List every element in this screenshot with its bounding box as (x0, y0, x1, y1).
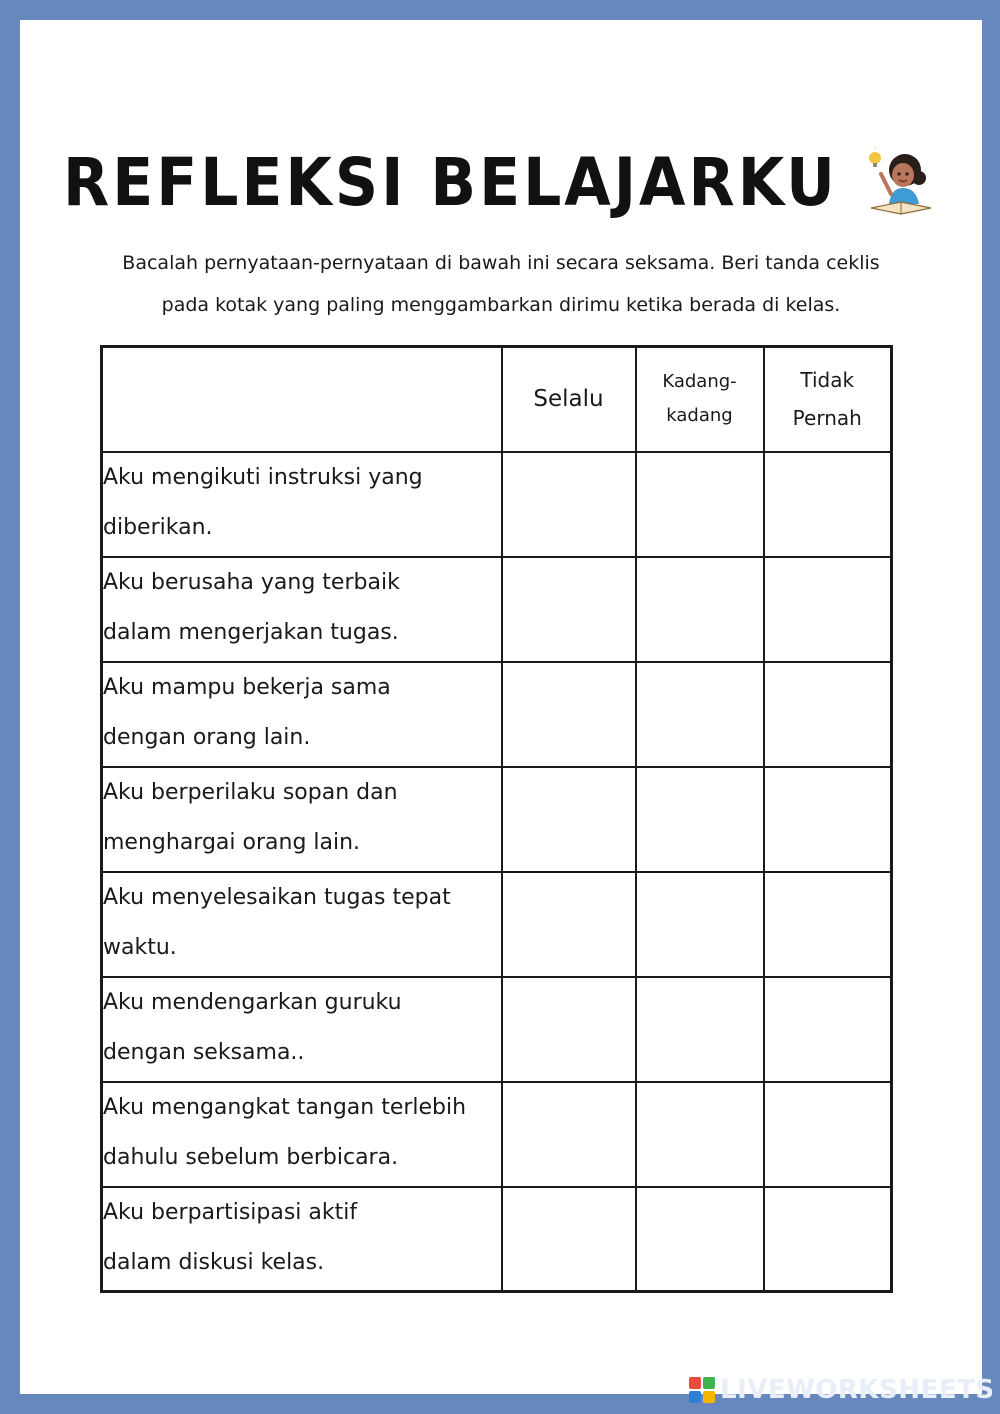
statement-cell (102, 662, 502, 767)
reflection-table (100, 345, 893, 1293)
check-box-kadang-kadang[interactable] (636, 662, 764, 767)
table-row (102, 452, 892, 557)
check-box-kadang-kadang[interactable] (636, 557, 764, 662)
statement-cell (102, 767, 502, 872)
table-row (102, 977, 892, 1082)
check-box-selalu[interactable] (502, 767, 636, 872)
header-kadang-line-2: kadang (666, 405, 733, 427)
instructions-line-2: pada kotak yang paling menggambarkan dirimu ketika berada di kelas. (161, 294, 841, 316)
statement-line-1: Aku berperilaku sopan dan (103, 779, 398, 805)
statement-line-2: dengan orang lain. (103, 724, 311, 750)
instructions-line-1: Bacalah pernyataan-pernyataan di bawah ini secara seksama. Beri tanda ceklis (122, 252, 880, 274)
header-tidak-line-1: Tidak (800, 368, 855, 393)
watermark-text: LIVEWORKSHEETS (720, 1375, 995, 1405)
statement-line-1: Aku berusaha yang terbaik (103, 569, 400, 595)
table-row (102, 1187, 892, 1292)
statement-cell (102, 452, 502, 557)
statement-line-1: Aku mendengarkan guruku (103, 989, 402, 1015)
check-box-tidak-pernah[interactable] (764, 1187, 892, 1292)
statement-cell (102, 977, 502, 1082)
table-row (102, 1082, 892, 1187)
statement-cell (102, 557, 502, 662)
statement-line-2: dengan seksama.. (103, 1039, 305, 1065)
worksheet (20, 20, 982, 1394)
statement-line-2: menghargai orang lain. (103, 829, 361, 855)
check-box-tidak-pernah[interactable] (764, 977, 892, 1082)
table-row (102, 557, 892, 662)
header-selalu: Selalu (502, 347, 636, 452)
statement-cell (102, 1187, 502, 1292)
statement-line-2: waktu. (103, 934, 177, 960)
liveworksheets-logo-icon (688, 1376, 716, 1404)
statement-line-1: Aku mengikuti instruksi yang (103, 464, 423, 490)
check-box-kadang-kadang[interactable] (636, 872, 764, 977)
check-box-selalu[interactable] (502, 872, 636, 977)
check-box-selalu[interactable] (502, 1187, 636, 1292)
check-box-selalu[interactable] (502, 557, 636, 662)
statement-line-1: Aku menyelesaikan tugas tepat (103, 884, 451, 910)
check-box-tidak-pernah[interactable] (764, 452, 892, 557)
statement-cell (102, 872, 502, 977)
check-box-kadang-kadang[interactable] (636, 977, 764, 1082)
statement-line-1: Aku berpartisipasi aktif (103, 1199, 358, 1225)
check-box-selalu[interactable] (502, 1082, 636, 1187)
instructions (80, 242, 922, 326)
table-row (102, 872, 892, 977)
check-box-selalu[interactable] (502, 452, 636, 557)
check-box-kadang-kadang[interactable] (636, 1082, 764, 1187)
statement-line-2: dahulu sebelum berbicara. (103, 1144, 399, 1170)
liveworksheets-watermark (688, 1370, 995, 1410)
statement-cell (102, 1082, 502, 1187)
header-empty-cell (102, 347, 502, 452)
check-box-kadang-kadang[interactable] (636, 452, 764, 557)
table-row (102, 662, 892, 767)
check-box-tidak-pernah[interactable] (764, 662, 892, 767)
check-box-tidak-pernah[interactable] (764, 1082, 892, 1187)
title-row (20, 144, 982, 228)
header-kadang-line-1: Kadang- (662, 371, 737, 393)
header-tidak-line-2: Pernah (792, 406, 862, 431)
check-box-kadang-kadang[interactable] (636, 767, 764, 872)
check-box-tidak-pernah[interactable] (764, 872, 892, 977)
student-reading-icon (861, 148, 939, 218)
check-box-tidak-pernah[interactable] (764, 557, 892, 662)
header-kadang-kadang (636, 347, 764, 452)
statement-line-1: Aku mengangkat tangan terlebih (103, 1094, 467, 1120)
check-box-tidak-pernah[interactable] (764, 767, 892, 872)
statement-line-2: dalam diskusi kelas. (103, 1249, 325, 1275)
check-box-kadang-kadang[interactable] (636, 1187, 764, 1292)
check-box-selalu[interactable] (502, 662, 636, 767)
check-box-selalu[interactable] (502, 977, 636, 1082)
header-tidak-pernah (764, 347, 892, 452)
page-title: REFLEKSI BELAJARKU (63, 144, 838, 222)
statement-line-2: dalam mengerjakan tugas. (103, 619, 399, 645)
table-row (102, 767, 892, 872)
statement-line-1: Aku mampu bekerja sama (103, 674, 391, 700)
table-header-row (102, 347, 892, 452)
statement-line-2: diberikan. (103, 514, 213, 540)
